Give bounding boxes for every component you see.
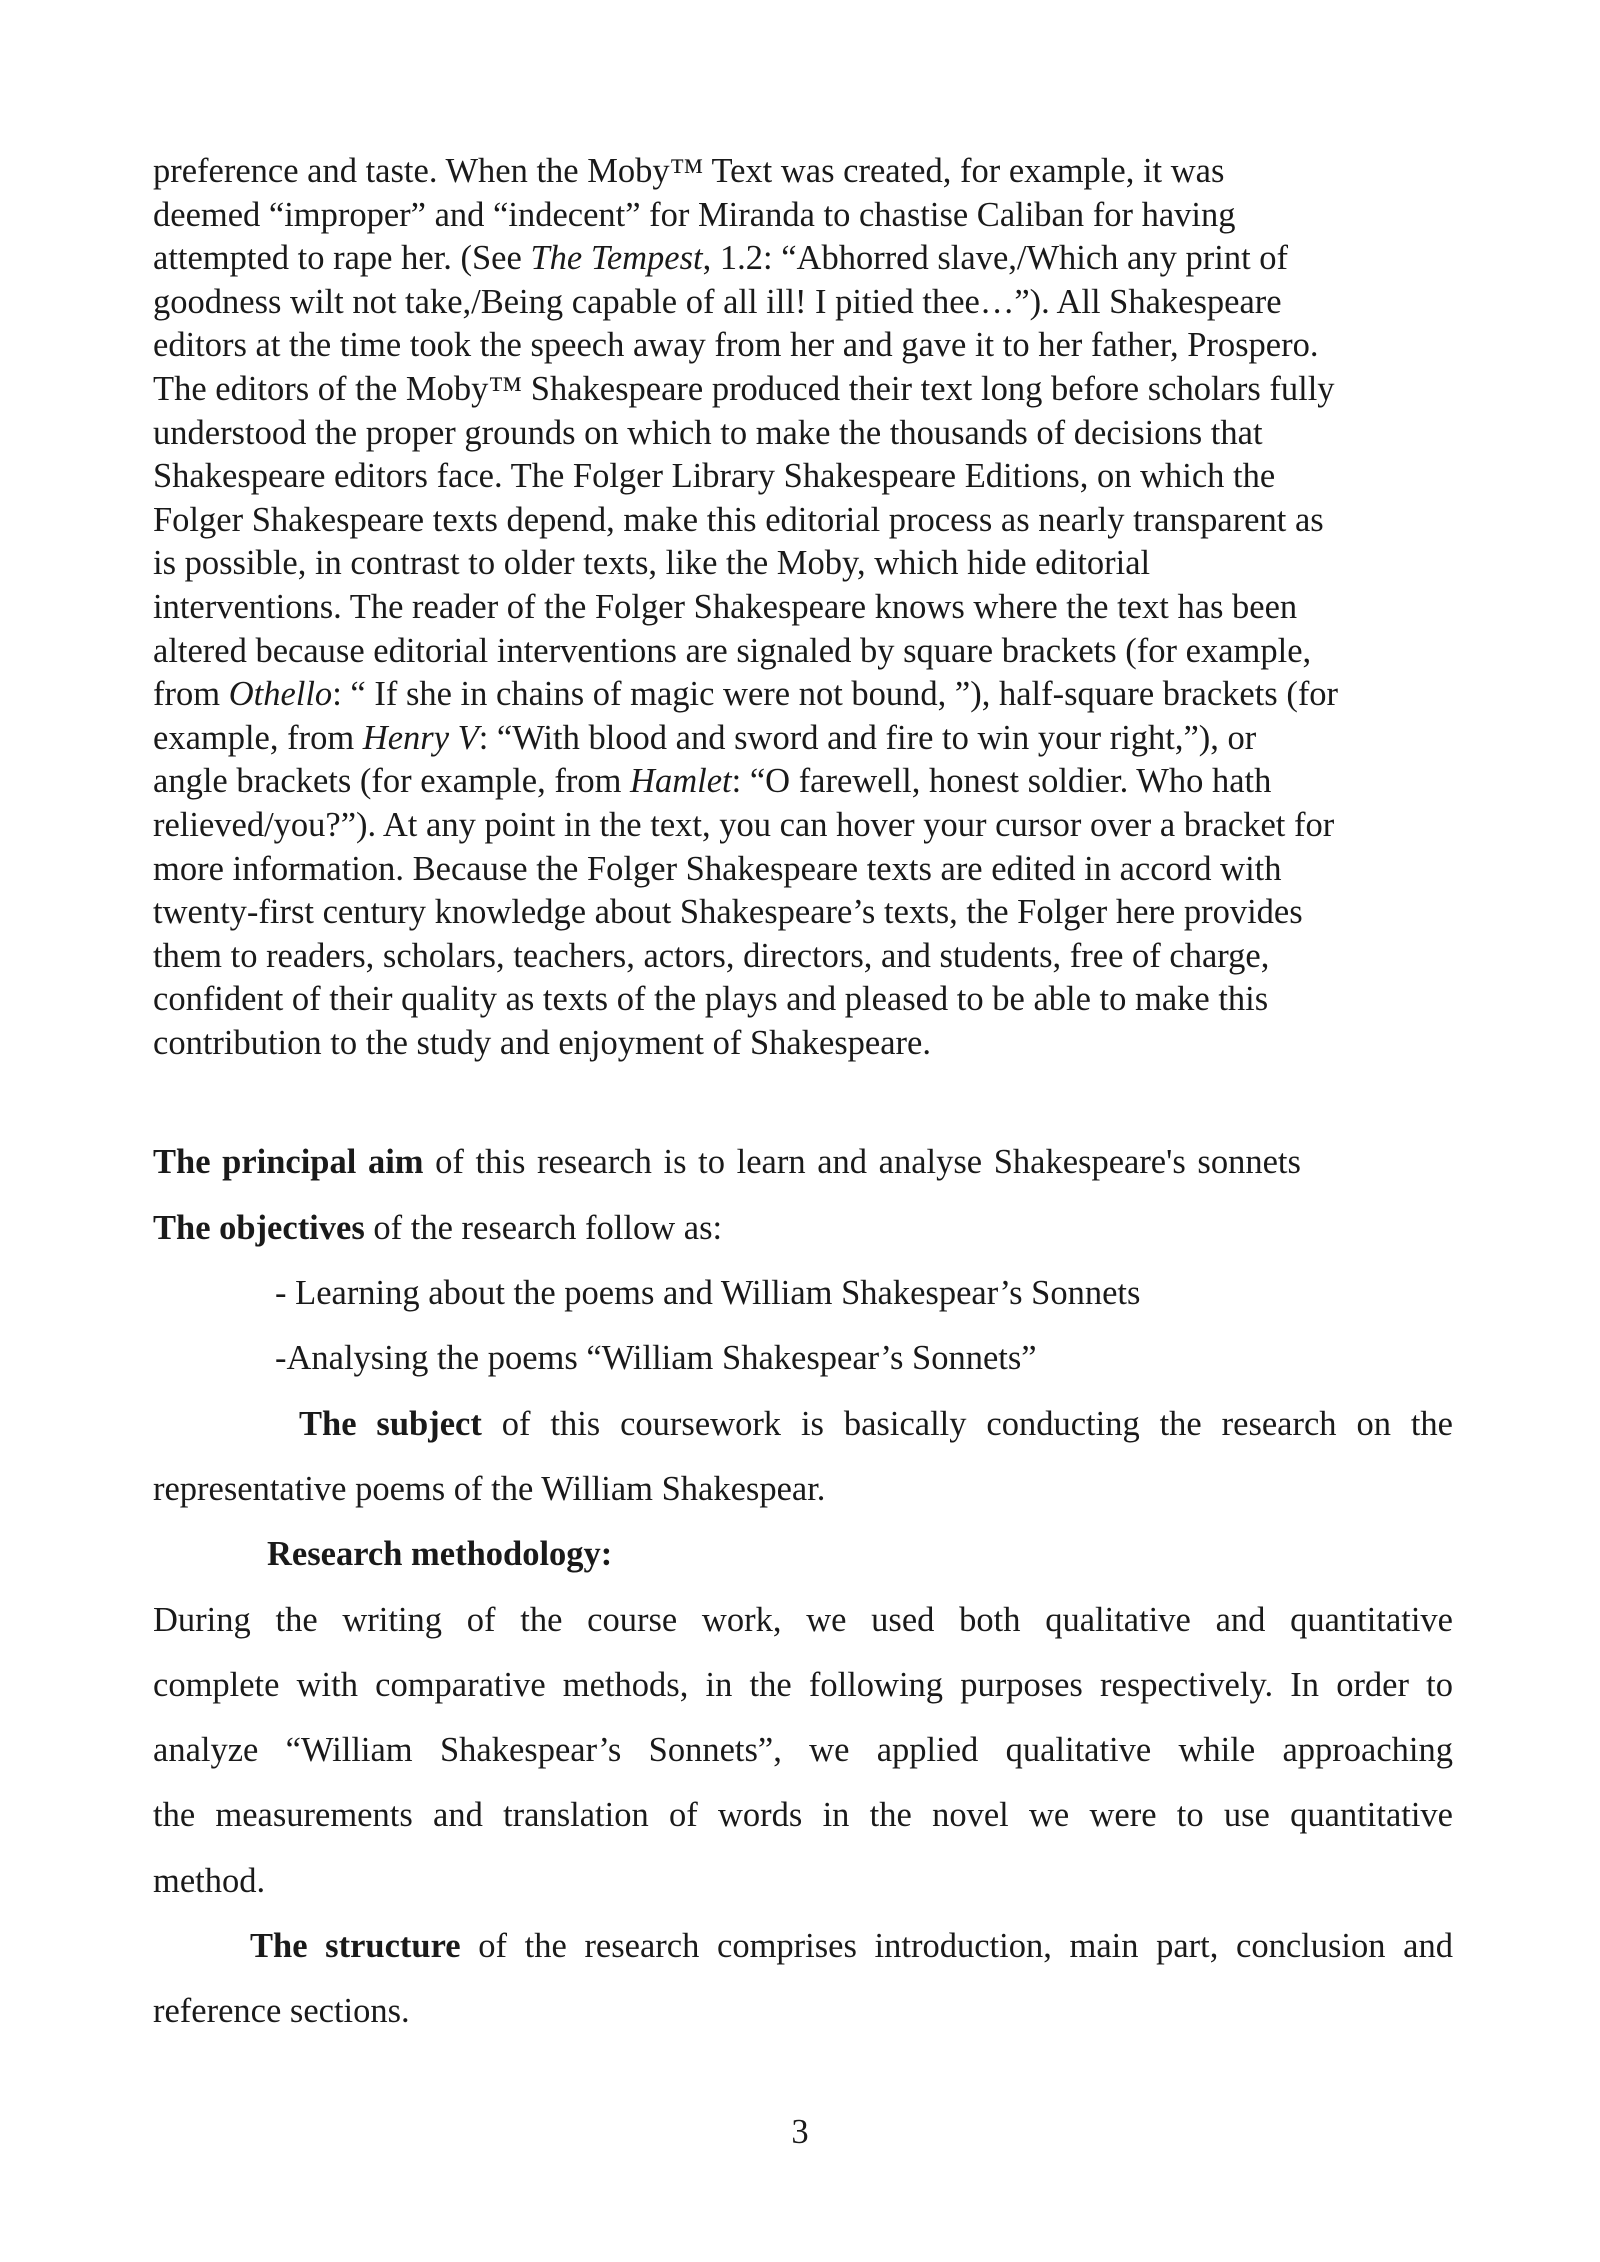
text-line: altered because editorial interventions are signaled by square brackets (for example, [153, 631, 1312, 670]
play-title-tempest: The Tempest [530, 239, 703, 278]
aim-line [153, 1130, 1453, 1195]
document-page [153, 150, 1453, 2045]
subject-text: of this coursework is basically conducting the research on the [481, 1404, 1453, 1443]
text-run: : “ If she in chains of magic were not bound, ”), half-square brackets (for [332, 675, 1339, 714]
subject-line-2: representative poems of the William Shakespear. [153, 1469, 826, 1508]
text-line: preference and taste. When the Moby™ Text was created, for example, it was [153, 152, 1225, 190]
page-number: 3 [791, 2113, 809, 2151]
text-line: them to readers, scholars, teachers, actors, directors, and students, free of charge, [153, 936, 1270, 975]
text-line [153, 760, 1453, 804]
methodology-line: the measurements and translation of words in the novel we were to use quantitative [153, 1796, 1453, 1835]
text-line: Shakespeare editors face. The Folger Library Shakespeare Editions, on which the [153, 457, 1276, 496]
text-line: relieved/you?”). At any point in the text, you can hover your cursor over a bracket for [153, 805, 1335, 844]
methodology-line: During the writing of the course work, we used both qualitative and quantitative [153, 1600, 1453, 1639]
play-title-henry-v: Henry V [362, 718, 479, 757]
subject-line [153, 1392, 1453, 1457]
intro-paragraph [153, 150, 1453, 1065]
text-line: confident of their quality as texts of the plays and pleased to be able to make this [153, 980, 1269, 1019]
text-run: : “O farewell, honest soldier. Who hath [731, 762, 1272, 801]
text-line: twenty-first century knowledge about Shakespeare’s texts, the Folger here provides [153, 893, 1303, 932]
text-line [153, 673, 1453, 717]
objectives-text: of the research follow as: [364, 1208, 723, 1247]
play-title-hamlet: Hamlet [630, 762, 732, 801]
text-line: contribution to the study and enjoyment of Shakespeare. [153, 1023, 931, 1062]
text-run: angle brackets (for example, from [153, 762, 631, 801]
objectives-label: The objectives [153, 1208, 365, 1247]
methodology-line: analyze “William Shakespear’s Sonnets”, we applied qualitative while approaching [153, 1731, 1453, 1770]
text-line: understood the proper grounds on which to make the thousands of decisions that [153, 413, 1263, 452]
structure-text: of the research comprises introduction, main part, conclusion and [460, 1927, 1453, 1966]
methodology-line: complete with comparative methods, in the following purposes respectively. In order to [153, 1665, 1453, 1704]
text-line: editors at the time took the speech away from her and gave it to her father, Prospero. [153, 326, 1319, 365]
text-line: Folger Shakespeare texts depend, make this editorial process as nearly transparent as [153, 500, 1324, 539]
objective-item: - Learning about the poems and William Shakespear’s Sonnets [275, 1274, 1141, 1313]
text-line: more information. Because the Folger Shakespeare texts are edited in accord with [153, 849, 1282, 888]
objectives-line [153, 1196, 1453, 1261]
text-line [153, 717, 1453, 761]
text-run: , 1.2: “Abhorred slave,/Which any print of [702, 239, 1289, 278]
objective-item: -Analysing the poems “William Shakespear’s Sonnets” [275, 1339, 1037, 1378]
text-run: example, from [153, 718, 363, 757]
text-run: : “With blood and sword and fire to win your right,”), or [478, 718, 1257, 757]
text-line: is possible, in contrast to older texts, like the Moby, which hide editorial [153, 544, 1151, 583]
methodology-heading-text: Research methodology: [267, 1535, 613, 1574]
text-line: interventions. The reader of the Folger Shakespeare knows where the text has been [153, 587, 1298, 626]
aim-label: The principal aim [153, 1143, 424, 1182]
aim-text: of this research is to learn and analyse Shakespeare's sonnets [423, 1143, 1301, 1182]
structure-line [153, 1914, 1453, 1979]
subject-label: The subject [299, 1404, 482, 1443]
text-run: from [153, 675, 229, 714]
text-line: deemed “improper” and “indecent” for Miranda to chastise Caliban for having [153, 195, 1236, 234]
structure-label: The structure [250, 1927, 461, 1966]
text-line: The editors of the Moby™ Shakespeare produced their text long before scholars fully [153, 369, 1335, 408]
structure-line-2: reference sections. [153, 1992, 410, 2031]
methodology-line: method. [153, 1861, 266, 1900]
text-line [153, 237, 1453, 281]
research-aims-section [153, 1130, 1453, 2044]
text-run: attempted to rape her. (See [153, 239, 531, 278]
methodology-heading [153, 1522, 1453, 1587]
play-title-othello: Othello [228, 675, 333, 714]
text-line: goodness wilt not take,/Being capable of all ill! I pitied thee…”). All Shakespeare [153, 282, 1282, 321]
